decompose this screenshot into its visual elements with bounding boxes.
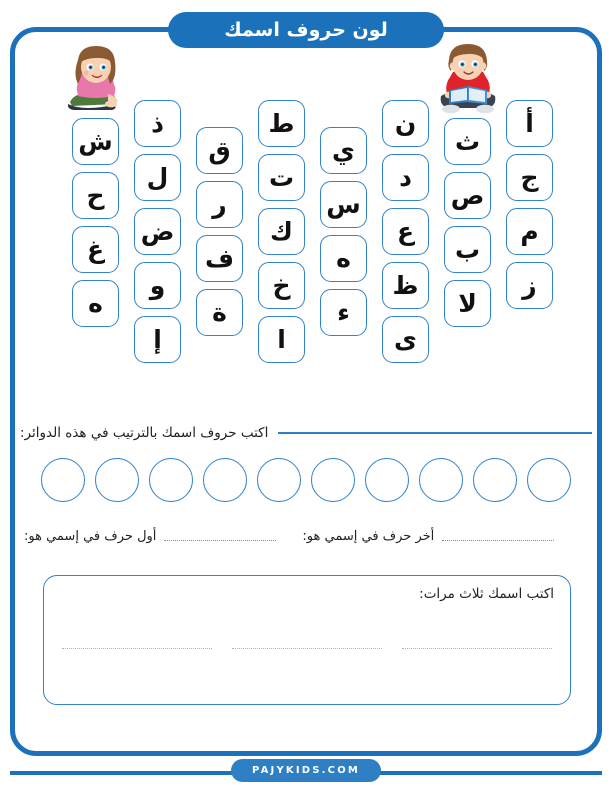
- page-title-pill: [168, 12, 444, 48]
- letter-tile[interactable]: [258, 100, 305, 147]
- last-letter-blank[interactable]: [442, 540, 554, 541]
- footer-brand-pill: [231, 759, 381, 782]
- letter-tile-glyph: ء: [337, 298, 350, 327]
- circles-section-heading: [20, 422, 592, 444]
- letter-tile[interactable]: [258, 208, 305, 255]
- letter-tile[interactable]: [196, 235, 243, 282]
- practice-box-label: اكتب اسمك ثلاث مرات:: [419, 586, 554, 602]
- letter-tile-glyph: ذ: [151, 109, 164, 138]
- letter-tile-glyph: ز: [522, 271, 537, 300]
- letter-tile[interactable]: [196, 181, 243, 228]
- name-circle[interactable]: [527, 458, 571, 502]
- letter-tile-glyph: م: [520, 217, 539, 246]
- letter-tile-glyph: لا: [458, 289, 477, 318]
- letter-tile[interactable]: [320, 127, 367, 174]
- letter-tile[interactable]: [506, 100, 553, 147]
- name-circle[interactable]: [41, 458, 85, 502]
- first-last-letter-row: [24, 524, 590, 548]
- letter-tile-glyph: أ: [525, 109, 534, 138]
- letter-tile[interactable]: [382, 100, 429, 147]
- letter-tile[interactable]: [444, 280, 491, 327]
- letter-tile-glyph: ن: [394, 109, 417, 138]
- footer-brand-text: PAJYKIDS.COM: [251, 765, 361, 776]
- letter-tile-glyph: ف: [204, 244, 235, 273]
- letter-tile[interactable]: [258, 154, 305, 201]
- letter-tile-glyph: ص: [450, 181, 485, 210]
- letter-tile-glyph: ت: [268, 163, 295, 192]
- first-letter-item: [24, 529, 284, 544]
- letter-tile[interactable]: [444, 172, 491, 219]
- letter-tile-glyph: ق: [208, 136, 231, 165]
- name-circle[interactable]: [257, 458, 301, 502]
- letter-column: [72, 118, 119, 334]
- letter-tile[interactable]: [506, 154, 553, 201]
- letter-column: [382, 100, 429, 370]
- name-circle[interactable]: [95, 458, 139, 502]
- first-letter-label: أول حرف في إسمي هو:: [24, 528, 157, 544]
- name-circle[interactable]: [311, 458, 355, 502]
- letter-tile-glyph: ى: [394, 325, 417, 354]
- letter-tile[interactable]: [72, 172, 119, 219]
- letter-tile[interactable]: [444, 118, 491, 165]
- letter-tile-glyph: غ: [86, 235, 105, 264]
- practice-writing-line[interactable]: [402, 648, 552, 649]
- letter-tile[interactable]: [506, 208, 553, 255]
- letter-column: [320, 127, 367, 343]
- name-circle[interactable]: [203, 458, 247, 502]
- letter-tile-glyph: إ: [153, 325, 162, 354]
- circles-heading-text: اكتب حروف اسمك بالترتيب في هذه الدوائر:: [20, 425, 269, 441]
- letter-tile-glyph: ض: [140, 217, 175, 246]
- letter-tile[interactable]: [382, 316, 429, 363]
- letter-tile-glyph: ع: [396, 217, 415, 246]
- letter-column: [444, 118, 491, 334]
- letter-tile[interactable]: [382, 154, 429, 201]
- letter-tile-glyph: ه: [336, 244, 351, 273]
- letter-tile-glyph: ي: [332, 136, 355, 165]
- letter-tile[interactable]: [382, 208, 429, 255]
- letter-tile-glyph: ه: [88, 289, 103, 318]
- practice-writing-line[interactable]: [62, 648, 212, 649]
- letter-tile-glyph: س: [326, 190, 361, 219]
- letter-tile[interactable]: [320, 181, 367, 228]
- name-circle[interactable]: [419, 458, 463, 502]
- name-practice-box: [43, 575, 571, 705]
- name-circles-row: [41, 458, 571, 502]
- letter-tile[interactable]: [134, 208, 181, 255]
- letter-tile[interactable]: [72, 280, 119, 327]
- letter-tile[interactable]: [134, 154, 181, 201]
- first-letter-blank[interactable]: [164, 540, 276, 541]
- letter-column: [134, 100, 181, 370]
- letter-column: [506, 100, 553, 316]
- letter-tile-glyph: ر: [212, 190, 227, 219]
- letter-tile-glyph: ة: [212, 298, 227, 327]
- letter-tile[interactable]: [258, 262, 305, 309]
- letter-tile[interactable]: [72, 226, 119, 273]
- practice-writing-lines: [62, 648, 552, 649]
- letter-tile-glyph: ا: [277, 325, 286, 354]
- letter-tile[interactable]: [72, 118, 119, 165]
- letter-tile[interactable]: [134, 262, 181, 309]
- heading-divider-rule: [278, 432, 592, 434]
- letter-tile-glyph: ظ: [392, 271, 419, 300]
- letter-tile-glyph: ب: [454, 235, 481, 264]
- letter-tile[interactable]: [320, 289, 367, 336]
- boy-reading-illustration: [429, 40, 507, 120]
- letter-tile-glyph: د: [399, 163, 412, 192]
- letter-tile-glyph: ح: [86, 181, 105, 210]
- letter-tile-glyph: ث: [454, 127, 481, 156]
- last-letter-item: [302, 529, 562, 544]
- letter-tile-glyph: ل: [146, 163, 169, 192]
- letter-tile[interactable]: [506, 262, 553, 309]
- practice-writing-line[interactable]: [232, 648, 382, 649]
- letter-column: [196, 127, 243, 343]
- letter-tile[interactable]: [196, 127, 243, 174]
- letter-tile-glyph: خ: [272, 271, 291, 300]
- name-circle[interactable]: [149, 458, 193, 502]
- girl-reading-illustration: [58, 44, 132, 118]
- page-title: لون حروف اسمك: [224, 19, 388, 41]
- letter-tile-glyph: ط: [268, 109, 295, 138]
- letter-tile[interactable]: [134, 100, 181, 147]
- letter-column: [258, 100, 305, 370]
- letter-tile[interactable]: [134, 316, 181, 363]
- last-letter-label: أخر حرف في إسمي هو:: [302, 528, 435, 544]
- name-circle[interactable]: [365, 458, 409, 502]
- letter-tile[interactable]: [258, 316, 305, 363]
- letter-tile-glyph: ش: [78, 127, 113, 156]
- letter-tile[interactable]: [320, 235, 367, 282]
- letter-tile[interactable]: [196, 289, 243, 336]
- name-circle[interactable]: [473, 458, 517, 502]
- letter-tile[interactable]: [382, 262, 429, 309]
- letter-tile-glyph: و: [149, 271, 166, 300]
- letter-tile[interactable]: [444, 226, 491, 273]
- letter-tile-glyph: ك: [270, 217, 293, 246]
- letter-tile-glyph: ج: [520, 163, 539, 192]
